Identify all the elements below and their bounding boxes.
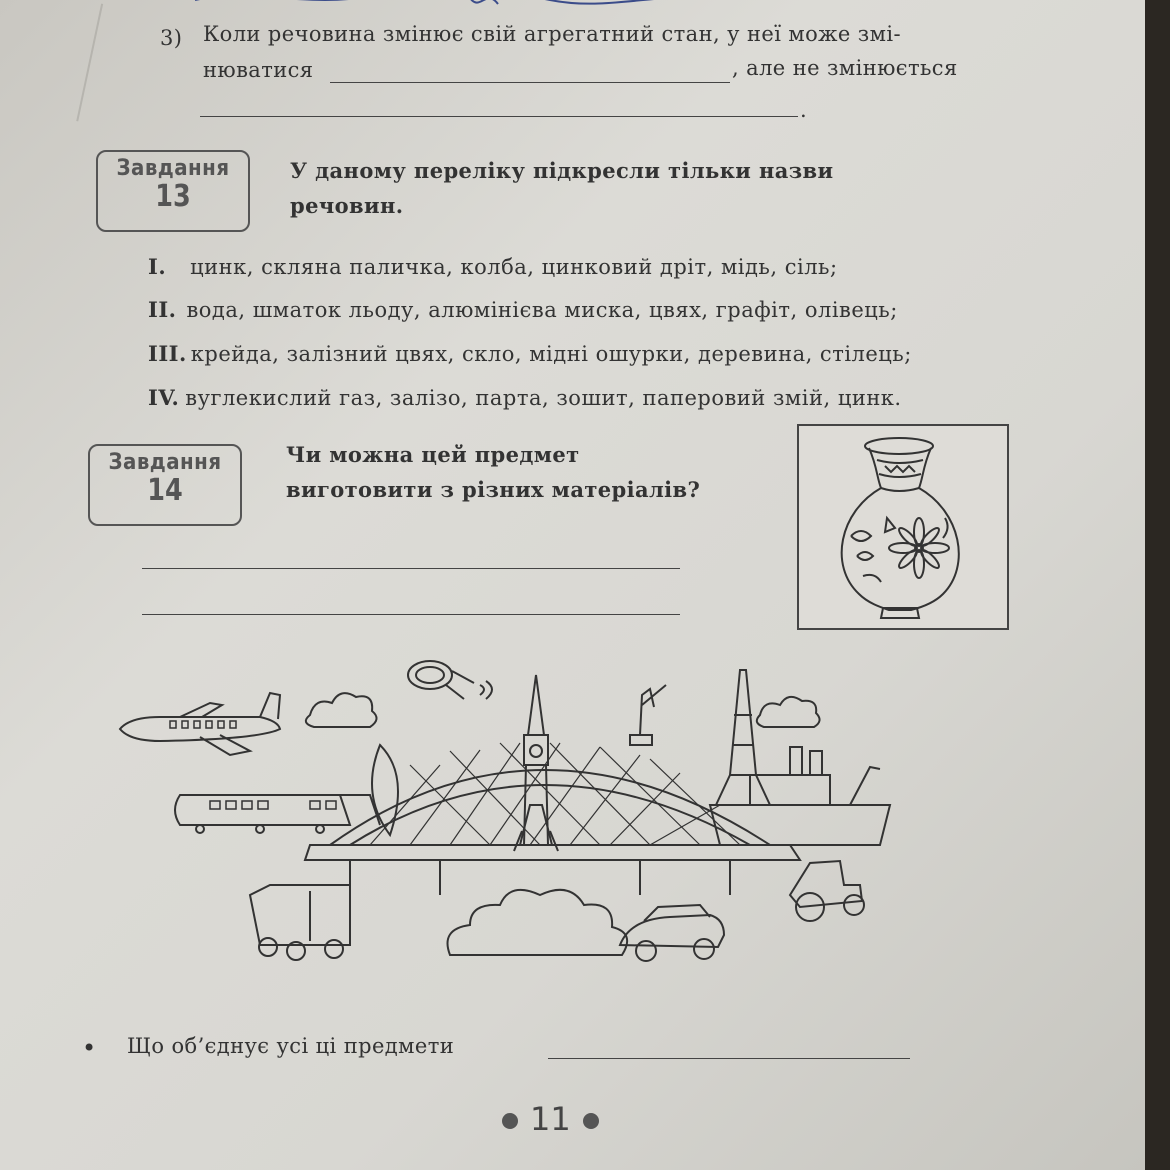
list-item-text: вода, шматок льоду, алюмінієва миска, цвях, графіт, олівець; — [186, 298, 898, 322]
badge-word: Завдання — [108, 450, 222, 475]
page-number-text: 11 — [530, 1100, 571, 1138]
answer-blank[interactable] — [142, 568, 680, 569]
tower-icon — [524, 675, 548, 845]
list-item-text: вуглекислий газ, залізо, парта, зошит, паперовий змій, цинк. — [185, 386, 902, 410]
tractor-icon — [790, 861, 864, 921]
task14-question-line2: виготовити з різних матеріалів? — [286, 477, 701, 502]
list-item-text: крейда, залізний цвях, скло, мідні ошурки, деревина, стілець; — [190, 342, 912, 366]
list-item-text: цинк, скляна паличка, колба, цинковий дріт, мідь, сіль; — [190, 255, 838, 279]
vase-illustration — [797, 424, 1009, 630]
list-item[interactable] — [148, 385, 902, 410]
list-item[interactable] — [148, 341, 912, 366]
previous-page-edge — [0, 0, 103, 121]
task13-badge — [96, 150, 250, 232]
task3-number: 3) — [160, 26, 183, 50]
bullet-dot-icon — [502, 1113, 518, 1129]
task3-line2-end: , але не змінюється — [732, 56, 958, 80]
answer-blank[interactable] — [142, 614, 680, 615]
list-item-number: II. — [148, 297, 177, 322]
bullet-dot-icon — [583, 1113, 599, 1129]
task13-instruction-line1: У даному переліку підкресли тільки назви — [290, 158, 834, 183]
ship-icon — [710, 747, 890, 845]
airplane-icon — [120, 693, 280, 755]
answer-blank[interactable] — [330, 82, 730, 83]
train-icon — [175, 795, 380, 833]
task3-line2-start: нюватися — [203, 58, 314, 82]
car-icon — [620, 905, 724, 961]
list-item-number: IV. — [148, 385, 180, 410]
answer-blank[interactable] — [548, 1058, 910, 1059]
task14-question-line1: Чи можна цей предмет — [286, 442, 580, 467]
statue-icon — [630, 685, 666, 745]
handwriting-scribble — [190, 0, 750, 10]
task3-line1: Коли речовина змінює свій агрегатний стан, у неї може змі- — [203, 22, 901, 46]
list-item[interactable] — [148, 254, 838, 279]
lattice-tower-icon — [716, 670, 770, 805]
badge-number: 14 — [147, 473, 183, 508]
list-item[interactable] — [148, 297, 898, 322]
task3-line3-end: . — [800, 98, 808, 122]
task14-badge — [88, 444, 242, 526]
satellite-icon — [408, 661, 492, 699]
answer-blank[interactable] — [200, 116, 798, 117]
badge-number: 13 — [155, 179, 191, 214]
list-item-number: I. — [148, 254, 167, 279]
task13-instruction-line2: речовин. — [290, 193, 404, 218]
badge-word: Завдання — [116, 156, 230, 181]
page-number — [490, 1100, 611, 1138]
bullet: • — [82, 1034, 97, 1062]
rocket-icon — [514, 805, 558, 851]
objects-scene-illustration — [110, 655, 900, 975]
list-item-number: III. — [148, 341, 187, 366]
truck-icon — [250, 885, 350, 960]
bottom-question: Що об’єднує усі ці предмети — [127, 1034, 455, 1058]
scene-drawing — [110, 655, 900, 975]
vase-icon — [799, 426, 1007, 628]
